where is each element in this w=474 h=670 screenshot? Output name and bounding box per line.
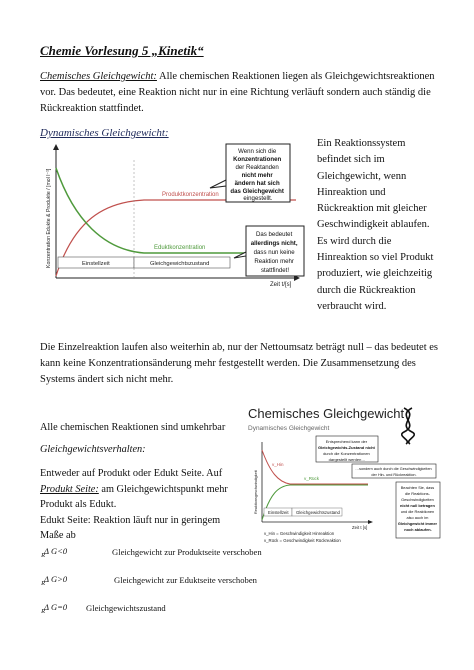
side-text: Ein Reaktionssystem befindet sich im Gleichgewicht, wenn Hinreaktion und Rückreaktion mit gleicher Geschwindigkeit ablaufen. Es wird durch die Hinreaktion so viel Produkt produziert, wie gleichzeitig durch die Rückreaktion verbraucht wird.: [317, 138, 434, 312]
educt-text: Edukt Seite: Reaktion läuft nur in geringem Maße ab: [40, 514, 221, 541]
slide-x-label: Zeit t [s]: [352, 525, 368, 530]
middle-paragraph: Die Einzelreaktion laufen also weiterhin ab, nur der Nettoumsatz beträgt null – das bedeutet es kann keine Konzentrationsänderung mehr festgestellt werden. Die Zusammensetzung des Systems ändert sich nicht mehr.: [40, 342, 438, 385]
formula-1-desc: Gleichgewicht zur Produktseite verschoben: [112, 547, 262, 557]
behavior-line: Entweder auf Produkt oder Edukt Seite. Auf: [40, 468, 223, 479]
educt-label: Eduktkonzentration: [154, 245, 206, 251]
slide-bubble-2-text: …sondern auch durch die Geschwindigkeiten der Hin- und Rückreaktion.: [355, 467, 432, 477]
slide-legend-1: v_Hin = Geschwindigkeit Hinreaktion: [264, 531, 335, 536]
phase1-label: Einstellzeit: [82, 261, 110, 267]
slide-vrueck-label: v_Rück: [304, 476, 320, 481]
slide-vhin-label: v_Hin: [272, 462, 284, 467]
formula-3: Δ $G=0_R$: [41, 602, 68, 615]
behavior-text: [40, 466, 240, 544]
reversible-line: Alle chemischen Reaktionen sind umkehrbar: [40, 422, 226, 433]
product-text: am Gleichgewichtspunkt mehr Produkt als Edukt.: [40, 483, 228, 510]
slide-legend-2: v_Rück = Geschwindigkeit Rückreaktion: [264, 538, 341, 543]
bubble-1-text: Wenn sich die Konzentrationen der Reaktanden nicht mehr ändern hat sich das Gleichgewicht eingestellt.: [230, 148, 284, 202]
slide-y-label: Reaktionsgeschwindigkeit: [254, 470, 258, 514]
formula-1: Δ $G<0_R$: [41, 546, 68, 559]
product-term: Produkt Seite:: [40, 483, 99, 495]
x-axis-label: Zeit t/[s]: [270, 282, 292, 288]
y-axis-label: Konzentration Edukte & Produkte / [mol l⁻¹]: [46, 168, 52, 268]
dynamic-heading: Dynamisches Gleichgewicht:: [40, 127, 169, 139]
slide-image: [244, 402, 442, 546]
formula-2-desc: Gleichgewicht zur Eduktseite verschoben: [114, 575, 257, 585]
product-label: Produktkonzentration: [162, 192, 219, 198]
page-title: Chemie Vorlesung 5 „Kinetik“: [40, 43, 204, 58]
intro-text: Alle chemischen Reaktionen liegen als Gleichgewichtsreaktionen vor. Das bedeutet, eine Reaktion nicht nur in eine Richtung verläuft sondern auch ständig die Rückreaktion stattfindet.: [40, 71, 435, 114]
behavior-heading: Gleichgewichtsverhalten:: [40, 444, 146, 455]
intro-paragraph: [40, 69, 440, 117]
formula-3-desc: Gleichgewichtszustand: [86, 603, 166, 613]
formula-2: Δ $G>0_R$: [41, 574, 68, 587]
slide-phase2: Gleichgewichtszustand: [296, 510, 340, 515]
phase2-label: Gleichgewichtszustand: [150, 261, 210, 267]
slide-title: Chemisches Gleichgewicht: [248, 406, 405, 421]
bubble-2-text: Das bedeutet allerdings nicht, dass nun keine Reaktion mehr stattfindet!: [250, 231, 298, 274]
slide-phase1: Einstellzeit: [268, 510, 289, 515]
slide-subtitle: Dynamisches Gleichgewicht: [248, 425, 330, 432]
intro-term: Chemisches Gleichgewicht:: [40, 71, 157, 82]
slide-bubble-1-text: Entsprechend kann der Gleichgewichts-Zustand nicht durch die Konzentrationen dargestellt werden…: [317, 439, 375, 462]
concentration-graph: [34, 140, 306, 290]
slide-bubble-3-text: Beachten Sie, dass die Reaktions- Geschwindigkeiten nicht null betragen und die Reaktionen also auch im Gleichgewicht immer noch ablaufen.: [397, 485, 438, 532]
